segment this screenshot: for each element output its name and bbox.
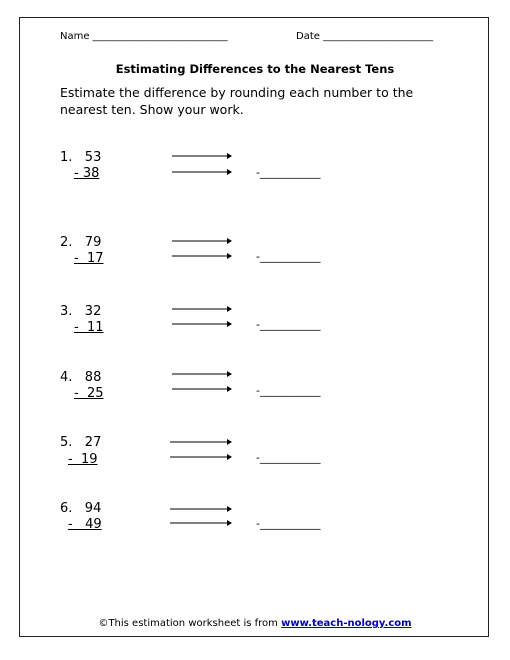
problem-4-answer-blank[interactable]: -___________ (256, 384, 321, 397)
problem-5-first-number: 5. 27 (60, 435, 102, 450)
arrow-icon (172, 320, 234, 328)
arrow-icon (170, 505, 232, 513)
problem-6-second-number: - 49 (68, 517, 102, 532)
arrow-icon (172, 252, 234, 260)
problem-1-answer-blank[interactable]: -___________ (256, 166, 321, 179)
arrow-icon (172, 370, 234, 378)
problem-3-answer-blank[interactable]: -___________ (256, 318, 321, 331)
arrow-icon (172, 385, 234, 393)
problem-6-answer-blank[interactable]: -___________ (256, 517, 321, 530)
arrow-icon (172, 152, 234, 160)
problem-4-first-number: 4. 88 (60, 370, 102, 385)
arrow-icon (170, 519, 232, 527)
problem-2-second-number: - 17 (74, 251, 104, 266)
problem-2-first-number: 2. 79 (60, 235, 102, 250)
arrow-icon (170, 453, 232, 461)
problem-4-second-number: - 25 (74, 386, 104, 401)
problem-3-second-number: - 11 (74, 320, 104, 335)
problem-5-second-number: - 19 (68, 452, 98, 467)
arrow-icon (170, 438, 232, 446)
problem-6-first-number: 6. 94 (60, 501, 102, 516)
instructions-text: Estimate the difference by rounding each number to the nearest ten. Show your work. (60, 85, 414, 117)
arrow-icon (172, 305, 234, 313)
problem-3-first-number: 3. 32 (60, 304, 102, 319)
problem-5-answer-blank[interactable]: -___________ (256, 451, 321, 464)
worksheet-title: Estimating Differences to the Nearest Tens (115, 62, 395, 76)
problem-1-second-number: - 38 (74, 166, 100, 181)
date-field-label: Date ______________________ (296, 31, 434, 42)
footer (0, 618, 510, 629)
arrow-icon (172, 168, 234, 176)
footer-text: ©This estimation worksheet is from (98, 618, 282, 629)
problem-2-answer-blank[interactable]: -___________ (256, 250, 321, 263)
name-field-label: Name ___________________________ (60, 31, 228, 42)
arrow-icon (172, 237, 234, 245)
footer-link[interactable]: www.teach-nology.com (281, 618, 412, 629)
problem-1-first-number: 1. 53 (60, 150, 102, 165)
